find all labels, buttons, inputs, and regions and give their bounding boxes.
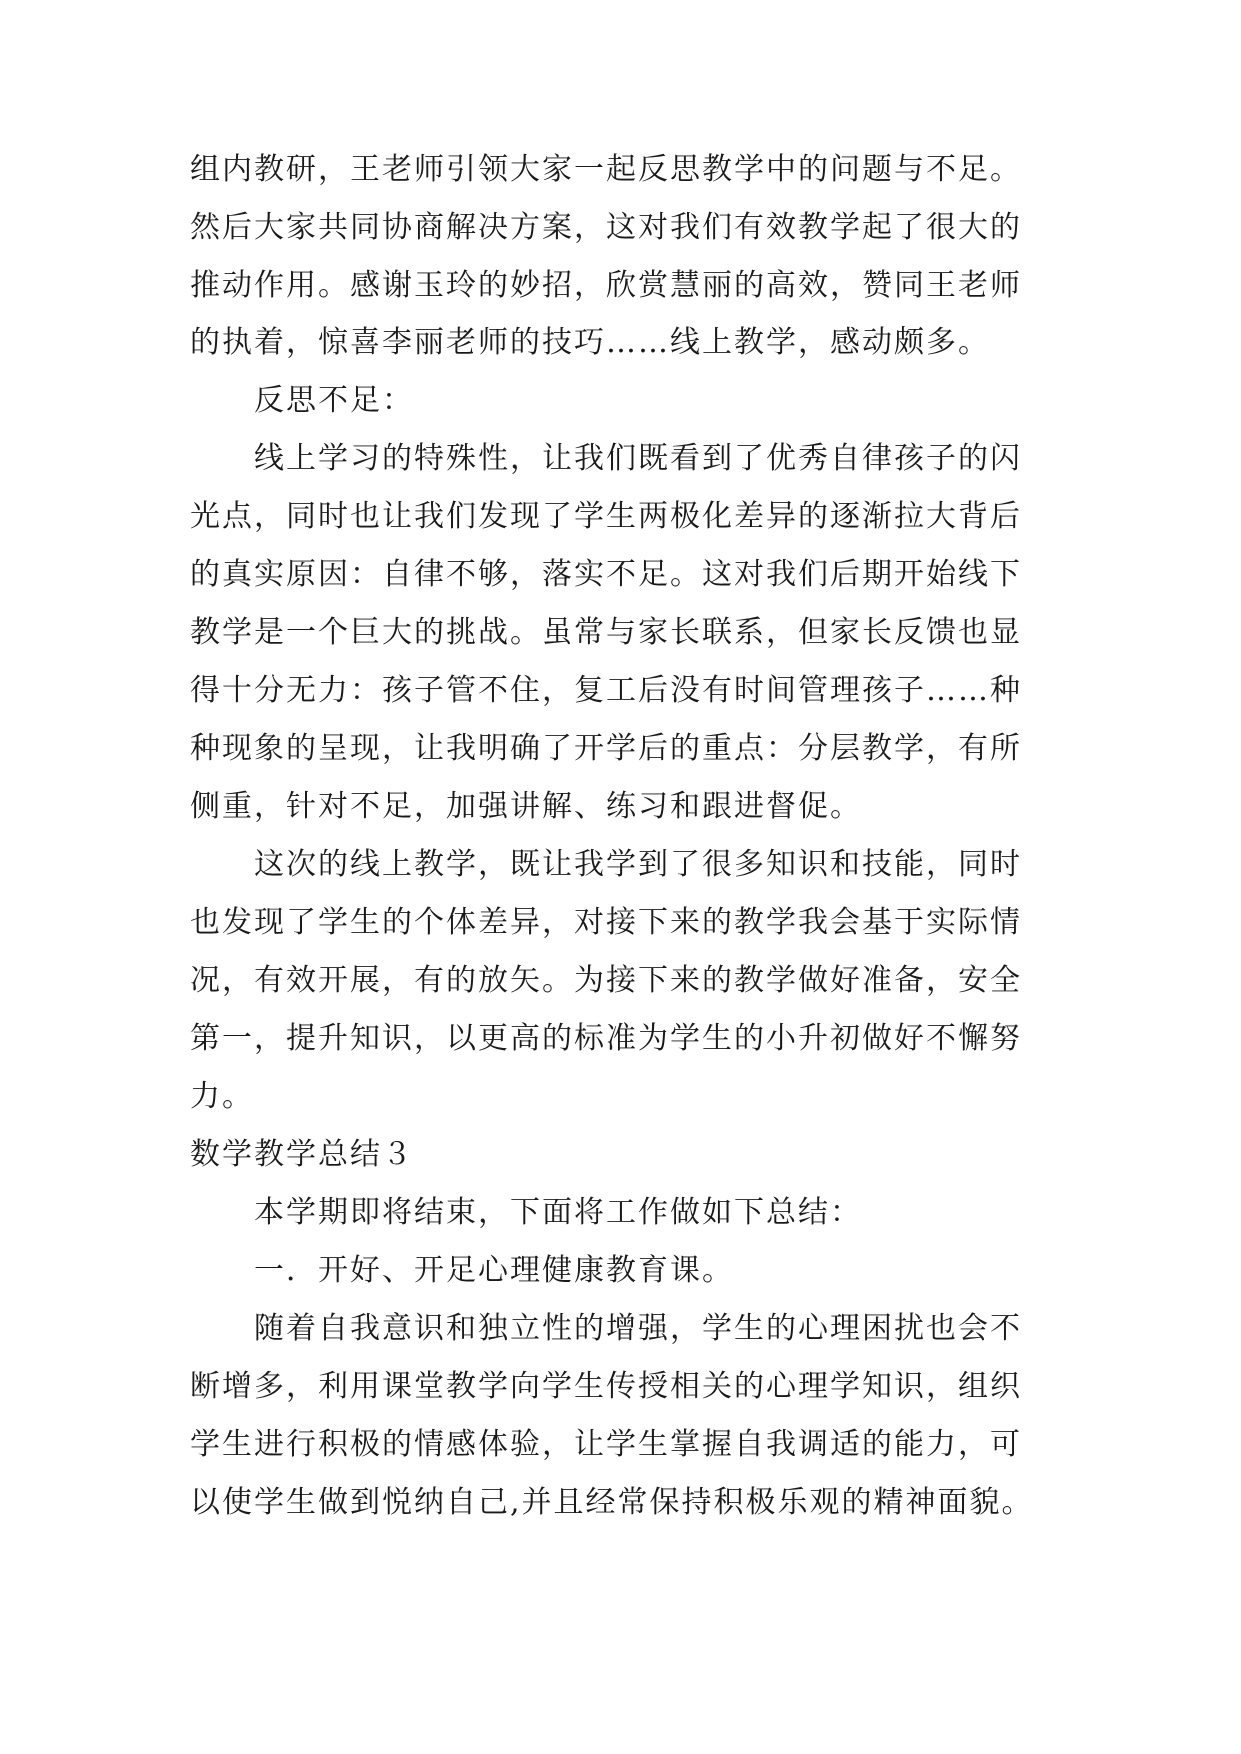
section-heading: 反思不足： bbox=[254, 383, 414, 418]
text-line: 然后大家共同协商解决方案，这对我们有效教学起了很大的 bbox=[190, 210, 1022, 245]
section-title: 数学教学总结３ bbox=[190, 1137, 414, 1172]
text-line: 况，有效开展，有的放矢。为接下来的教学做好准备，安全 bbox=[190, 963, 1022, 998]
text-line: 这次的线上教学，既让我学到了很多知识和技能，同时 bbox=[254, 847, 1022, 882]
text-line: 随着自我意识和独立性的增强，学生的心理困扰也会不 bbox=[254, 1311, 1022, 1346]
text-line: 本学期即将结束，下面将工作做如下总结： bbox=[254, 1195, 862, 1230]
text-line: 组内教研，王老师引领大家一起反思教学中的问题与不足。 bbox=[190, 152, 1022, 187]
text-line: 第一，提升知识，以更高的标准为学生的小升初做好不懈努 bbox=[190, 1021, 1022, 1056]
text-line: 也发现了学生的个体差异，对接下来的教学我会基于实际情 bbox=[190, 905, 1022, 940]
text-line: 以使学生做到悦纳自己,并且经常保持积极乐观的精神面貌。 bbox=[190, 1485, 1034, 1520]
text-line: 的执着，惊喜李丽老师的技巧……线上教学，感动颇多。 bbox=[190, 325, 990, 360]
text-line: 断增多，利用课堂教学向学生传授相关的心理学知识，组织 bbox=[190, 1369, 1022, 1404]
text-line: 学生进行积极的情感体验，让学生掌握自我调适的能力，可 bbox=[190, 1427, 1022, 1462]
text-line: 光点，同时也让我们发现了学生两极化差异的逐渐拉大背后 bbox=[190, 499, 1022, 534]
text-line: 线上学习的特殊性，让我们既看到了优秀自律孩子的闪 bbox=[254, 441, 1022, 476]
text-line: 力。 bbox=[190, 1079, 254, 1114]
section-heading: 一．开好、开足心理健康教育课。 bbox=[254, 1253, 734, 1288]
text-line: 的真实原因：自律不够，落实不足。这对我们后期开始线下 bbox=[190, 557, 1022, 592]
text-line: 种现象的呈现，让我明确了开学后的重点：分层教学，有所 bbox=[190, 731, 1022, 766]
text-line: 推动作用。感谢玉玲的妙招，欣赏慧丽的高效，赞同王老师 bbox=[190, 268, 1022, 303]
text-line: 得十分无力：孩子管不住，复工后没有时间管理孩子……种 bbox=[190, 673, 1022, 708]
text-line: 侧重，针对不足，加强讲解、练习和跟进督促。 bbox=[190, 789, 862, 824]
text-line: 教学是一个巨大的挑战。虽常与家长联系，但家长反馈也显 bbox=[190, 615, 1022, 650]
